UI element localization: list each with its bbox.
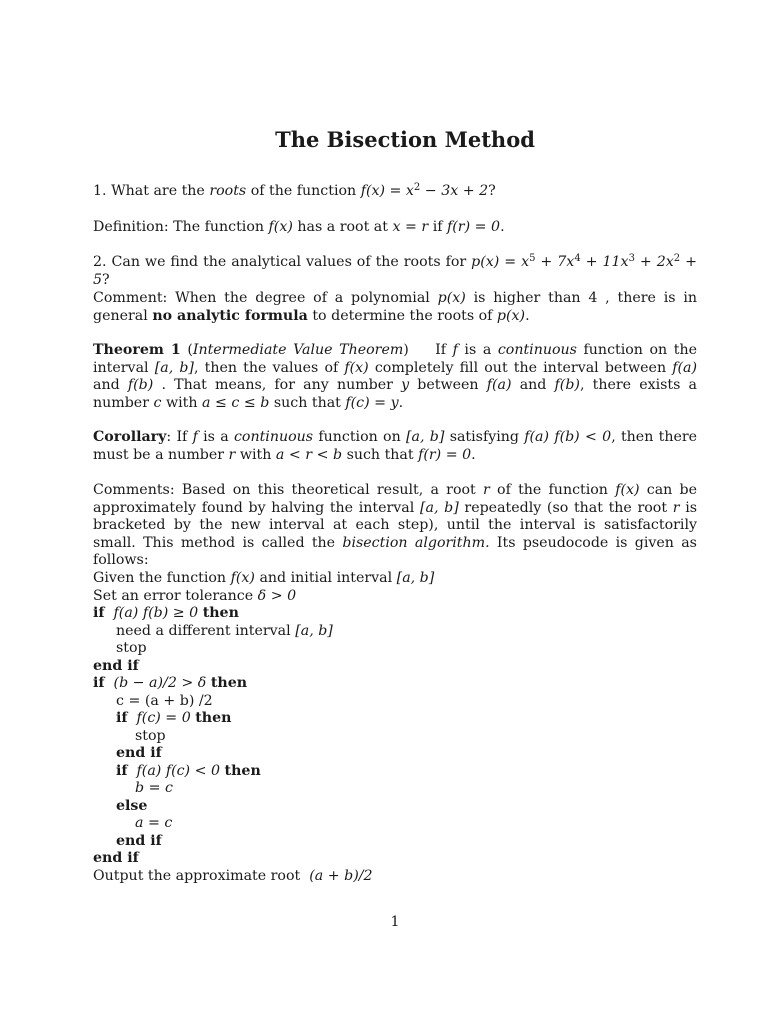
algo-line <box>93 693 697 711</box>
q2-end: ? <box>102 271 110 288</box>
theorem-inequality: a ≤ c ≤ b <box>202 394 270 411</box>
theorem-f: f <box>452 342 458 358</box>
corollary-inequality: a < r < b <box>275 446 343 463</box>
corollary-condition: f(a) f(b) < 0 <box>524 429 612 445</box>
theorem-text: , then the values of <box>193 359 339 376</box>
theorem-fa: f(a) <box>672 359 698 376</box>
algo-keyword: if <box>93 675 105 691</box>
algo-line <box>93 710 697 728</box>
question-1 <box>93 183 697 201</box>
algo-math: δ > 0 <box>257 587 297 604</box>
theorem-fx: f(x) <box>344 359 369 376</box>
definition-function: f(x) <box>268 219 293 235</box>
comment1-px: p(x) <box>437 290 466 306</box>
algo-line <box>93 780 697 798</box>
algo-line <box>93 623 697 641</box>
definition-end: . <box>500 219 505 235</box>
q1-roots-word: roots <box>209 183 247 199</box>
theorem-fb: f(b) <box>554 377 580 394</box>
theorem-and: and <box>93 377 120 394</box>
algo-text: stop <box>135 727 166 744</box>
poly-exponent: 5 <box>529 253 536 264</box>
corollary-such-that: such that <box>346 446 414 463</box>
algo-math: [a, b] <box>295 622 333 639</box>
q2-number: 2. <box>93 254 107 270</box>
comment1-tail: to determine the roots of <box>312 307 493 324</box>
q1-end: ? <box>488 183 496 199</box>
algo-line <box>93 745 697 763</box>
theorem-fc: f(c) = y <box>345 394 399 411</box>
q1-number: 1. <box>93 183 107 199</box>
theorem-interval: [a, b] <box>154 359 194 376</box>
corollary-text: : If <box>166 429 188 445</box>
algo-line <box>93 868 697 886</box>
algo-math: [a, b] <box>396 570 435 586</box>
theorem-text: . That means, for any number <box>161 377 393 394</box>
comment2-r: r <box>672 499 680 516</box>
algo-keyword: if <box>116 710 128 726</box>
poly-term: + 5 <box>93 254 698 288</box>
algo-line <box>93 833 697 851</box>
theorem-continuous: continuous <box>497 342 577 358</box>
algo-keyword: end if <box>93 850 139 866</box>
algo-keyword: if <box>116 762 128 779</box>
poly-exponent: 3 <box>628 253 635 264</box>
algo-math: (b − a)/2 > δ <box>113 675 207 691</box>
comment-degree <box>93 290 697 325</box>
theorem-such-that: such that <box>273 394 341 411</box>
corollary-fr: f(r) = 0 <box>418 446 472 463</box>
algo-line <box>93 728 697 746</box>
algo-math: f(c) = 0 <box>136 710 191 726</box>
algo-math: f(a) f(b) ≥ 0 <box>113 605 199 621</box>
algo-text: c = (a + b) /2 <box>116 692 213 709</box>
q1-function: f(x) = x <box>360 183 414 199</box>
comment2-text: Comments: Based on this theoretical result, a root <box>93 482 476 498</box>
comment2-fx: f(x) <box>615 482 640 498</box>
algo-line <box>93 763 697 781</box>
algo-keyword: end if <box>116 832 162 849</box>
algo-math: a = c <box>135 815 173 831</box>
comment2-text: is bracketed by the new interval at each step), until the interval is satisfactorily small. This method is called the <box>93 499 698 551</box>
comment1-lead: Comment: When the degree of a polynomial <box>93 290 430 306</box>
algo-line <box>93 640 697 658</box>
theorem-text: is a <box>464 342 492 358</box>
algo-text: stop <box>116 640 147 656</box>
poly-term: + 2x <box>634 254 674 270</box>
comment1-bold: no analytic formula <box>152 307 308 324</box>
algo-keyword: then <box>224 762 261 779</box>
algo-text: and initial interval <box>259 570 393 586</box>
corollary-r: r <box>228 446 236 463</box>
corollary-label: Corollary <box>93 429 167 445</box>
comment2-text: can be approximately found by halving the interval <box>93 482 698 516</box>
algo-line <box>93 798 697 816</box>
theorem-1: Theorem 1 (Intermediate Value Theorem) If f is a continuous function on the interval [a, b], then the values of f(x) completely fill out the interval between f(a) and f(b) . That means, for any number y between f(a) and f(b), there exists a number c with a ≤ c ≤ b such that f(c) = y. <box>93 342 698 411</box>
comment2-text: repeatedly (so that the root <box>464 499 668 516</box>
theorem-fb: f(b) <box>127 377 154 394</box>
algo-text: Given the function <box>93 570 227 586</box>
algo-keyword: then <box>195 710 232 726</box>
theorem-end: . <box>398 394 404 411</box>
q1-text: What are the <box>111 183 205 199</box>
algo-keyword: else <box>116 797 148 814</box>
corollary-text: is a <box>203 429 229 445</box>
algo-line <box>93 675 697 693</box>
q2-text: Can we find the analytical values of the roots for <box>111 254 467 270</box>
theorem-label: Theorem 1 <box>93 342 181 358</box>
algo-text: need a different interval <box>116 622 291 639</box>
poly-term: + 7x <box>535 254 575 270</box>
pseudocode <box>93 570 697 885</box>
comment1-end: . <box>525 307 530 324</box>
theorem-y: y <box>401 377 410 394</box>
algo-keyword: then <box>202 605 239 621</box>
definition-lead: Definition: The function <box>93 219 265 235</box>
algo-keyword: end if <box>116 745 162 761</box>
algo-line <box>93 850 697 868</box>
corollary-continuous: continuous <box>233 429 314 445</box>
definition-equation: x = r <box>392 219 429 235</box>
poly-term: + 11x <box>580 254 629 270</box>
corollary-text: , then there must be a number <box>93 429 698 463</box>
algo-keyword: end if <box>93 657 139 674</box>
corollary-end: . <box>471 446 476 463</box>
algo-keyword: if <box>93 605 105 621</box>
definition-if: if <box>432 219 443 235</box>
algo-math: f(a) f(c) < 0 <box>136 762 221 779</box>
theorem-and: and <box>519 377 547 394</box>
corollary-text: satisfying <box>449 429 519 445</box>
page-title: The Bisection Method <box>275 127 535 152</box>
comment2-algorithm-name: bisection algorithm. <box>342 534 490 551</box>
algo-math: f(x) <box>230 570 255 586</box>
comment-bisection <box>93 482 697 570</box>
corollary-with: with <box>239 446 272 463</box>
corollary-f: f <box>192 429 198 445</box>
comment1-px2: p(x) <box>496 307 526 324</box>
algo-line <box>93 605 697 623</box>
theorem-text: function on the interval <box>93 342 697 376</box>
poly-exponent: 2 <box>673 253 681 264</box>
poly-term: p(x) = x <box>471 254 530 270</box>
algo-math: b = c <box>135 780 173 796</box>
definition <box>93 219 697 237</box>
comment2-interval: [a, b] <box>419 499 459 516</box>
comment2-r: r <box>483 482 490 498</box>
algo-text: Set an error tolerance <box>93 587 254 604</box>
corollary-text: function on <box>318 429 401 445</box>
theorem-fa: f(a) <box>486 377 512 394</box>
algo-math: (a + b)/2 <box>309 867 373 884</box>
question-2 <box>93 254 697 289</box>
theorem-text: If <box>435 342 446 358</box>
algo-line <box>93 570 697 588</box>
corollary-interval: [a, b] <box>406 429 445 445</box>
theorem-name: Intermediate Value Theorem <box>192 342 404 358</box>
algo-keyword: then <box>210 675 248 691</box>
q1-function-rest: − 3x + 2 <box>420 183 489 199</box>
theorem-c: c <box>153 394 162 411</box>
comment2-text: Its pseudocode is given as follows: <box>93 534 697 569</box>
q1-exponent: 2 <box>413 182 421 193</box>
definition-condition: f(r) = 0 <box>447 219 501 235</box>
poly-exponent: 4 <box>574 253 581 264</box>
algo-line <box>93 815 697 833</box>
algo-text: Output the approximate root <box>93 867 301 884</box>
definition-mid: has a root at <box>297 219 388 235</box>
theorem-with: with <box>165 394 198 411</box>
algo-line <box>93 658 697 676</box>
comment2-text: of the function <box>497 482 608 498</box>
theorem-text: completely fill out the interval between <box>374 359 667 376</box>
q1-text-mid: of the function <box>250 183 357 199</box>
algo-line <box>93 588 697 606</box>
page-number: 1 <box>390 914 400 930</box>
corollary <box>93 429 697 464</box>
comment1-mid: is higher than 4 , there is in general <box>93 290 698 324</box>
theorem-text: , there exists a number <box>93 377 698 411</box>
theorem-text: between <box>417 377 479 394</box>
